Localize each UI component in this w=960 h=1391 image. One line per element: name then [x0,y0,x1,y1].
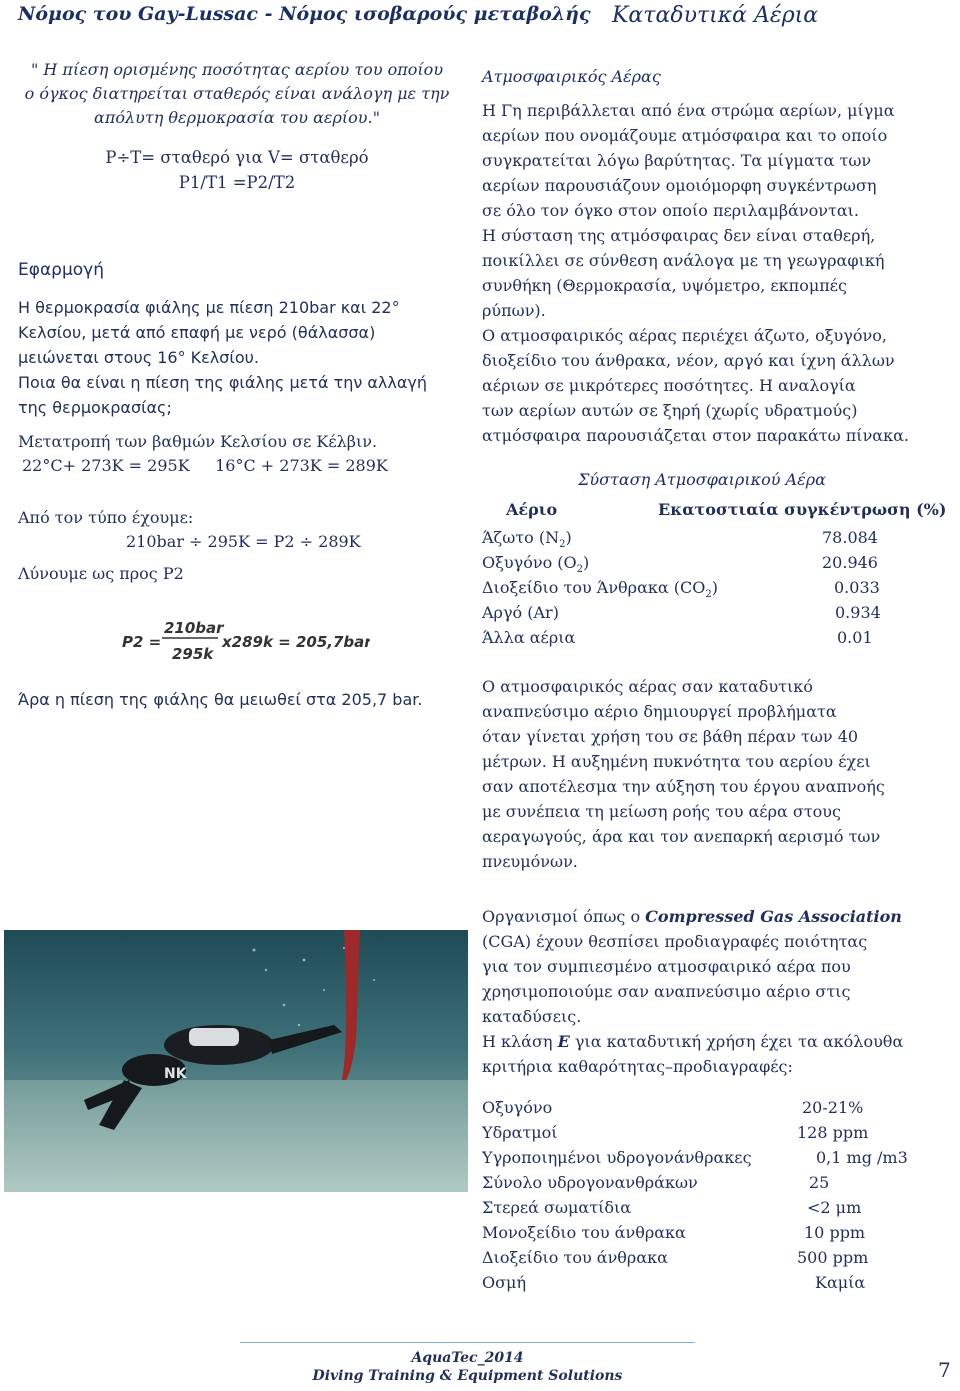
col-concentration-header: Εκατοστιαία συγκέντρωση (%) [658,500,947,519]
spec-value: 128 ppm [797,1123,869,1142]
formula-ratio: P÷T= σταθερό για V= σταθερό [105,148,369,167]
gas-name: Αργό (Ar) [482,603,559,622]
text-line: διοξείδιο του άνθρακα, νέον, αργό και ίχνη άλλων [482,351,895,370]
gas-suffix: ) [711,578,718,597]
text-line: όταν γίνεται χρήση του σε βάθη πέραν των 40 [482,727,859,746]
table-row [482,600,927,625]
conclusion: Άρα η πίεση της φιάλης θα μειωθεί στα 205,7 bar. [18,690,423,709]
text-line: Η σύσταση της ατμόσφαιρας δεν είναι σταθερή, [482,226,876,245]
text-span: Οργανισμοί όπως ο [482,907,646,926]
gas-name: Άζωτο (N [482,528,560,547]
text-line: Κελσίου, μετά από επαφή με νερό (θάλασσα) [18,323,376,342]
text-line: ρύπων). [482,301,546,320]
eq-result: x289k = 205,7bar [222,633,370,651]
text-line: μέτρων. Η αυξημένη πυκνότητα του αερίου έχει [482,752,871,771]
text-line [482,904,922,929]
header-left-title: Νόμος του Gay-Lussac - Νόμος ισοβαρούς μεταβολής [18,3,591,25]
table-row [482,550,927,575]
list-item [482,1120,927,1145]
gas-name: Άλλα αέρια [482,628,576,647]
cga-name: Compressed Gas Association [645,907,902,926]
composition-table-title: Σύσταση Ατμοσφαιρικού Αέρα [578,470,826,489]
spec-value: 0,1 mg /m3 [816,1148,908,1167]
spec-value: 500 ppm [797,1248,869,1267]
gas-value: 0.01 [837,628,873,647]
gas-subscript: 2 [705,589,712,601]
equation-svg [120,615,370,665]
gas-subscript: 2 [576,564,584,576]
text-span: Η κλάση [482,1032,558,1051]
text-line: Η θερμοκρασία φιάλης με πίεση 210bar και 22° [18,298,400,317]
diver-photo-svg [4,930,468,1192]
gas-value: 0.033 [834,578,880,597]
diver-label: NK [164,1066,187,1082]
spec-name: Στερεά σωματίδια [482,1198,632,1217]
list-item [482,1095,927,1120]
gas-value: 0.934 [835,603,881,622]
text-line: των αερίων αυτών σε ξηρή (χωρίς υδρατμούς) [482,401,858,420]
text-line: σαν αποτέλεσμα την αύξηση του έργου αναπνοής [482,777,885,796]
spec-name: Οξυγόνο [482,1098,553,1117]
application-heading: Εφαρμογή [18,260,105,280]
table-row [482,525,927,550]
equation-text: 210bar ÷ 295K = P2 ÷ 289K [126,532,361,551]
gas-suffix: ) [565,528,572,547]
page-number: 7 [938,1358,951,1382]
spec-name: Υδρατμοί [482,1123,558,1142]
list-item [482,1245,927,1270]
spec-value: 20-21% [802,1098,864,1117]
text-line: Ο ατμοσφαιρικός αέρας περιέχει άζωτο, οξυγόνο, [482,326,887,345]
spec-name: Διοξείδιο του άνθρακα [482,1248,668,1267]
composition-table-header [482,500,947,525]
atm-paragraph [482,98,922,448]
solve-for-label: Λύνουμε ως προς P2 [18,564,184,583]
text-line: σε όλο τον όγκο στον οποίο περιλαμβάνονται. [482,201,859,220]
atm-heading: Ατμοσφαιρικός Αέρας [482,67,661,86]
text-line: με συνέπεια τη μείωση ροής του αέρα στους [482,802,841,821]
quote-line: απόλυτη θερμοκρασία του αερίου." [94,108,380,127]
text-line: για τον συμπιεσμένο ατμοσφαιρικό αέρα που [482,957,851,976]
text-line: αερίων που ονομάζουμε ατμόσφαιρα και το οποίο [482,126,888,145]
class-letter: Ε [557,1032,570,1051]
quote-line: ο όγκος διατηρείται σταθερός είναι ανάλογη με την [24,84,450,103]
gas-value: 78.084 [822,528,878,547]
text-line: αερίων παρουσιάζουν ομοιόμορφη συγκέντρωση [482,176,877,195]
text-line: χρησιμοποιούμε σαν αναπνεύσιμο αέριο στις [482,982,851,1001]
spec-value: <2 μm [807,1198,862,1217]
application-problem [18,295,458,420]
text-line: αεραγωγούς, άρα και τον ανεπαρκή αερισμό των [482,827,881,846]
text-line: κριτήρια καθαρότητας–προδιαγραφές: [482,1057,793,1076]
spec-name: Οσμή [482,1273,527,1292]
text-line: ατμόσφαιρα παρουσιάζεται στον παρακάτω πίνακα. [482,426,909,445]
spec-value: Καμία [815,1273,866,1292]
text-line: πνευμόνων. [482,852,578,871]
diving-paragraph [482,674,922,874]
from-formula-label: Από τον τύπο έχουμε: [18,508,194,527]
diver-photo [4,930,468,1192]
text-span: για καταδυτική χρήση έχει τα ακόλουθα [569,1032,904,1051]
footer-brand: AquaTec_2014 [411,1350,524,1366]
conversion-label: Μετατροπή των βαθμών Κελσίου σε Κέλβιν. [18,432,378,451]
text-line: αέριων σε μικρότερες ποσότητες. Η αναλογία [482,376,856,395]
gas-name: Οξυγόνο (O [482,553,577,572]
law-quote [22,58,452,130]
list-item [482,1220,927,1245]
list-item [482,1145,927,1170]
spec-name: Υγροποιημένοι υδρογονάνθρακες [482,1148,752,1167]
spec-value: 10 ppm [804,1223,866,1242]
eq-denominator: 295k [172,645,214,663]
gas-name: Διοξείδιο του Άνθρακα (CO [482,578,706,597]
text-line: καταδύσεις. [482,1007,582,1026]
table-row [482,575,927,600]
text-line: συγκρατείται λόγω βαρύτητας. Τα μίγματα των [482,151,872,170]
text-line: αναπνεύσιμο αέριο δημιουργεί προβλήματα [482,702,837,721]
header-right-title: Καταδυτικά Αέρια [612,3,819,28]
eq-p2: P2 = [122,633,162,651]
equation-figure [120,615,370,665]
text-line: Η Γη περιβάλλεται από ένα στρώμα αερίων, μίγμα [482,101,895,120]
table-row [482,625,927,650]
col-gas-header: Αέριο [506,500,558,519]
text-line: Ποια θα είναι η πίεση της φιάλης μετά την αλλαγή [18,373,428,392]
text-line [482,1029,922,1054]
spec-name: Μονοξείδιο του άνθρακα [482,1223,686,1242]
formula-equality: P1/T1 =P2/T2 [178,173,296,192]
text-line: της θερμοκρασίας; [18,398,172,417]
text-line: (CGA) έχουν θεσπίσει προδιαγραφές ποιότητας [482,932,868,951]
footer-divider [240,1342,695,1343]
conversion-values: 22°C+ 273K = 295K 16°C + 273K = 289K [22,456,388,475]
cga-paragraph [482,904,922,1079]
gas-subscript: 2 [559,539,566,551]
spec-value: 25 [809,1173,830,1192]
gas-value: 20.946 [822,553,878,572]
list-item [482,1195,927,1220]
list-item [482,1270,927,1295]
text-line: ποικίλλει σε σύνθεση ανάλογα με τη γεωγραφική [482,251,885,270]
spec-name: Σύνολο υδρογονανθράκων [482,1173,698,1192]
footer-tagline: Diving Training & Equipment Solutions [312,1368,623,1384]
text-line: συνθήκη (Θερμοκρασία, υψόμετρο, εκπομπές [482,276,847,295]
eq-numerator: 210bar [164,619,224,637]
gas-suffix: ) [583,553,590,572]
quote-line: " Η πίεση ορισμένης ποσότητας αερίου του οποίου [30,60,444,79]
text-line: μειώνεται στους 16° Κελσίου. [18,348,259,367]
text-line: Ο ατμοσφαιρικός αέρας σαν καταδυτικό [482,677,813,696]
list-item [482,1170,927,1195]
